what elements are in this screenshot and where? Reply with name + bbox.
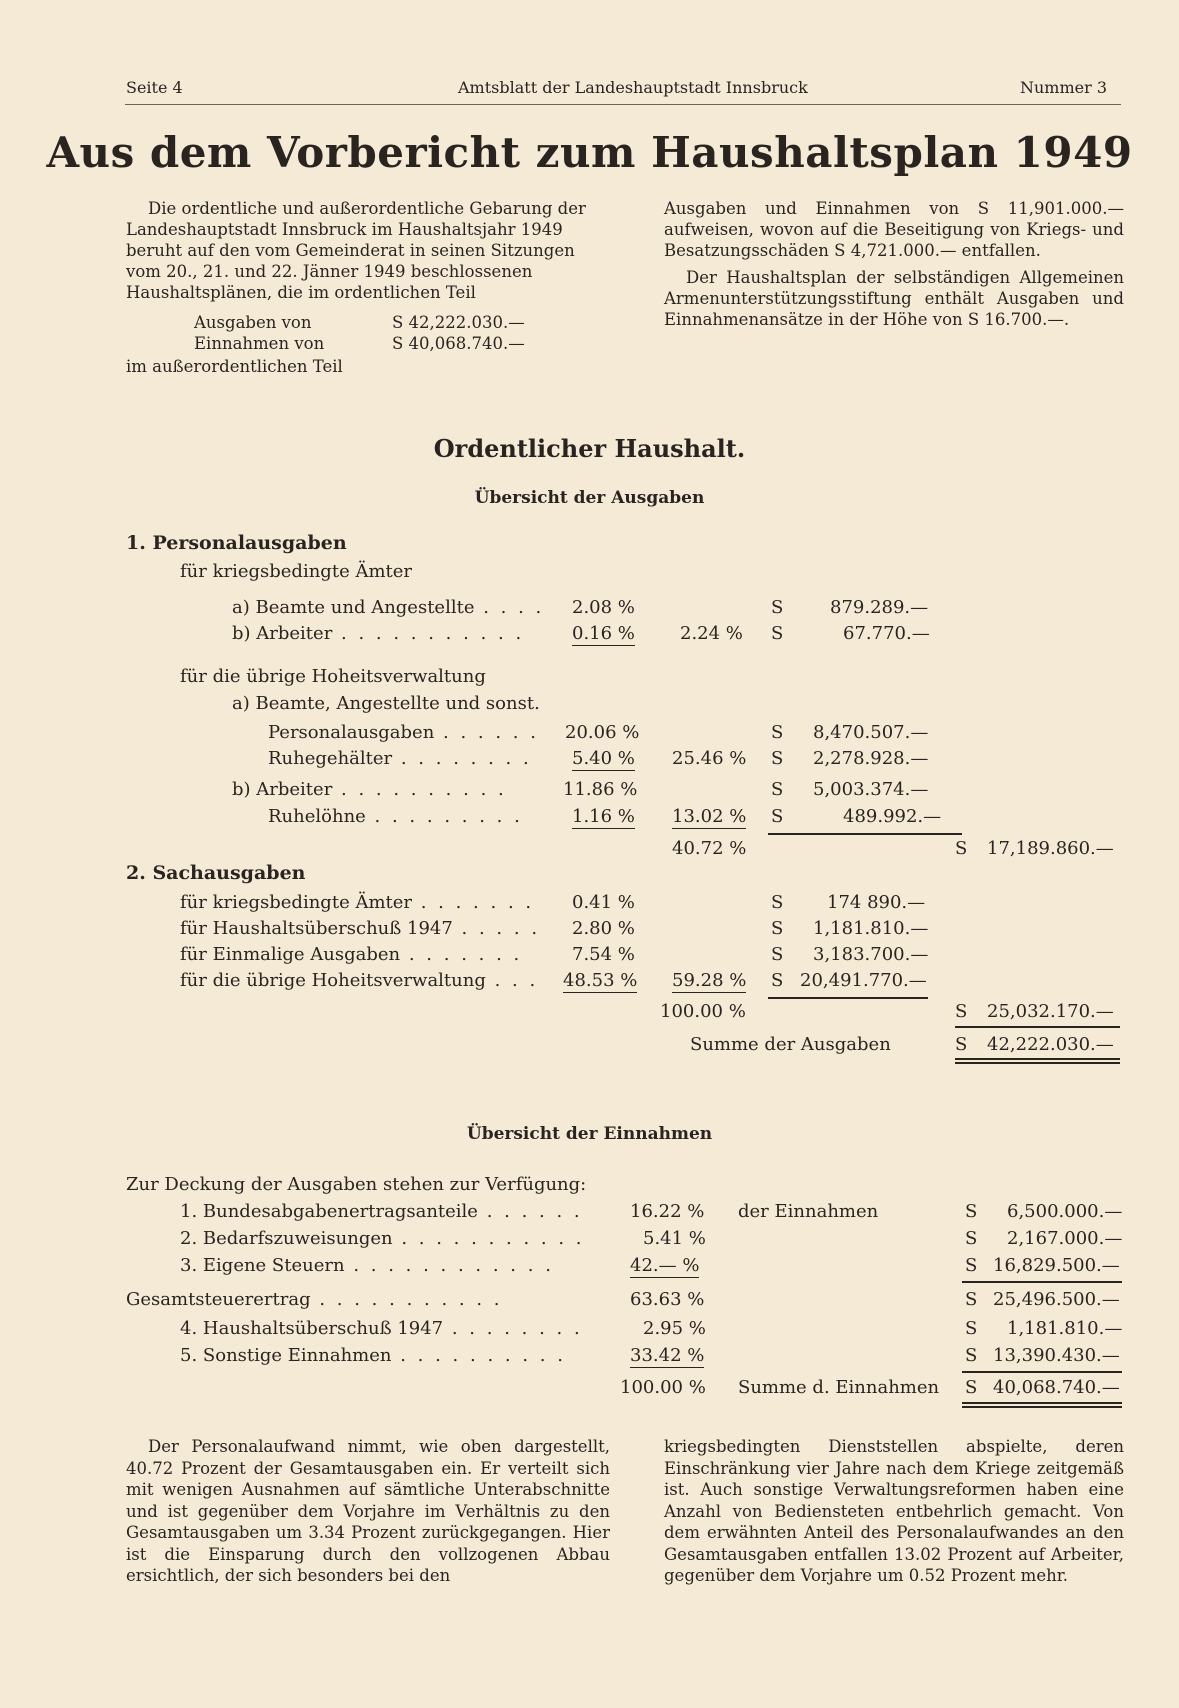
row-amount: 67.770.— bbox=[843, 623, 930, 644]
row-subtotal: 59.28 % bbox=[672, 970, 747, 991]
einnahmen-subtotal-rule bbox=[962, 1281, 1122, 1283]
einnahmen-sum-rule-1 bbox=[962, 1402, 1122, 1404]
einnahmen-total-rule bbox=[962, 1371, 1122, 1373]
row-subtotal: 25.46 % bbox=[672, 748, 747, 769]
row-s: S bbox=[965, 1255, 978, 1276]
sec1-sub2: für die übrige Hoheitsverwaltung bbox=[180, 666, 486, 687]
row-s: S bbox=[771, 748, 784, 769]
row-pct: 5.40 % bbox=[572, 748, 635, 769]
intro-right bbox=[664, 198, 1124, 330]
row-pct: 63.63 % bbox=[630, 1289, 705, 1310]
row-label: Ruhelöhne . . . . . . . . . bbox=[268, 806, 523, 827]
row-pct: 5.41 % bbox=[643, 1228, 706, 1249]
einnahmen-heading: Übersicht der Einnahmen bbox=[466, 1124, 713, 1144]
row-s: S bbox=[771, 944, 784, 965]
row-pct: 0.16 % bbox=[572, 623, 635, 644]
row-label: für kriegsbedingte Ämter . . . . . . . bbox=[180, 892, 535, 913]
intro-line: vom 20., 21. und 22. Jänner 1949 beschlossenen bbox=[126, 262, 533, 281]
row-pct: 16.22 % bbox=[630, 1201, 705, 1222]
row-amount: 25,496.500.— bbox=[993, 1289, 1120, 1310]
sum-rule-1 bbox=[955, 1058, 1120, 1060]
row-s: S bbox=[771, 779, 784, 800]
einnahmen-sum-rule-2 bbox=[962, 1406, 1122, 1408]
row-s: S bbox=[771, 970, 784, 991]
total-rule bbox=[955, 1026, 1120, 1028]
sum-label: Summe der Ausgaben bbox=[690, 1034, 891, 1055]
row-label: für die übrige Hoheitsverwaltung . . . bbox=[180, 970, 539, 991]
einnahmen-total-pct: 100.00 % bbox=[620, 1377, 706, 1398]
ausserordentlich-label: im außerordentlichen Teil bbox=[126, 357, 343, 376]
row-s: S bbox=[965, 1345, 978, 1366]
row-amount: 489.992.— bbox=[843, 806, 942, 827]
row-s: S bbox=[965, 1228, 978, 1249]
row-amount: 174 890.— bbox=[827, 892, 926, 913]
sum-rule-2 bbox=[955, 1062, 1120, 1064]
sec1-sub2a: a) Beamte, Angestellte und sonst. bbox=[232, 693, 540, 714]
row-label: Ruhegehälter . . . . . . . . bbox=[268, 748, 532, 769]
row-s: S bbox=[771, 623, 784, 644]
page-number: Seite 4 bbox=[126, 78, 183, 97]
subtotal-rule bbox=[768, 833, 962, 835]
intro-right-para: Der Haushaltsplan der selbständigen Allgemeinen Armenunterstützungsstiftung enthält Ausgaben und Einnahmenansätze in der Höhe von S 16.700.—. bbox=[664, 268, 1124, 329]
section-heading: Ordentlicher Haushalt. bbox=[433, 434, 746, 463]
row-label: 5. Sonstige Einnahmen . . . . . . . . . . bbox=[180, 1345, 566, 1366]
row-s: S bbox=[771, 918, 784, 939]
sec1-title: 1. Personalausgaben bbox=[126, 532, 347, 554]
page-title: Aus dem Vorbericht zum Haushaltsplan 1949 bbox=[46, 128, 1133, 177]
row-pct: 48.53 % bbox=[563, 970, 638, 991]
row-amount: 6,500.000.— bbox=[1007, 1201, 1123, 1222]
row-s: S bbox=[771, 722, 784, 743]
row-amount: 13,390.430.— bbox=[993, 1345, 1120, 1366]
sum-s: S bbox=[955, 1034, 968, 1055]
row-label: für Haushaltsüberschuß 1947 . . . . . bbox=[180, 918, 541, 939]
row-label: 2. Bedarfszuweisungen . . . . . . . . . . . bbox=[180, 1228, 585, 1249]
row-label: b) Arbeiter . . . . . . . . . . . bbox=[232, 623, 525, 644]
row-label: a) Beamte und Angestellte . . . . bbox=[232, 597, 545, 618]
row-amount: 1,181.810.— bbox=[813, 918, 929, 939]
sec1-sub1: für kriegsbedingte Ämter bbox=[180, 561, 412, 582]
intro-right-para: Ausgaben und Einnahmen von S 11,901.000.— aufweisen, wovon auf die Beseitigung von Kriegs- und Besatzungsschäden S 4,721.000.— entfallen. bbox=[664, 199, 1124, 260]
row-subtotal: 13.02 % bbox=[672, 806, 747, 827]
row-amount: 2,278.928.— bbox=[813, 748, 929, 769]
row-s: S bbox=[965, 1201, 978, 1222]
row-amount: 8,470.507.— bbox=[813, 722, 929, 743]
header-rule bbox=[125, 104, 1121, 105]
einnahmen-total-s: S bbox=[965, 1377, 978, 1398]
row-amount: 3,183.700.— bbox=[813, 944, 929, 965]
row-label: 4. Haushaltsüberschuß 1947 . . . . . . . . bbox=[180, 1318, 583, 1339]
sec2-total: 25,032.170.— bbox=[987, 1001, 1114, 1022]
sec1-total-pct: 40.72 % bbox=[672, 838, 747, 859]
row-label: für Einmalige Ausgaben . . . . . . . bbox=[180, 944, 523, 965]
issue-number: Nummer 3 bbox=[1020, 78, 1108, 97]
row-amount: 1,181.810.— bbox=[1007, 1318, 1123, 1339]
intro-line: Die ordentliche und außerordentliche Gebarung der bbox=[148, 199, 586, 218]
sec1-total-s: S bbox=[955, 838, 968, 859]
einnahmen-total-value: 40,068.740.— bbox=[993, 1377, 1120, 1398]
sec2-total-pct: 100.00 % bbox=[660, 1001, 746, 1022]
intro-line: Landeshauptstadt Innsbruck im Haushaltsjahr 1949 bbox=[126, 220, 563, 239]
closing-right: kriegsbedingten Dienststellen abspielte, deren Einschränkung vier Jahre nach dem Kriege zeitgemäß ist. Auch sonstige Verwaltungsreformen haben eine Anzahl von Bediensteten entbehrlich gemacht. Von dem erwähnten Anteil des Personalaufwandes an den Gesamtausgaben entfallen 13.02 Prozent auf Arbeiter, gegenüber dem Vorjahre um 0.52 Prozent mehr. bbox=[664, 1437, 1124, 1585]
row-s: S bbox=[965, 1318, 978, 1339]
row-pct: 2.80 % bbox=[572, 918, 635, 939]
publication-title: Amtsblatt der Landeshauptstadt Innsbruck bbox=[458, 78, 808, 97]
row-pct: 2.95 % bbox=[643, 1318, 706, 1339]
row-label: Personalausgaben . . . . . . bbox=[268, 722, 539, 743]
row-amount: 16,829.500.— bbox=[993, 1255, 1120, 1276]
row-label: Gesamtsteuerertrag . . . . . . . . . . . bbox=[126, 1289, 503, 1310]
row-pct: 1.16 % bbox=[572, 806, 635, 827]
closing-left: Der Personalaufwand nimmt, wie oben dargestellt, 40.72 Prozent der Gesamtausgaben ein. Er verteilt sich mit wenigen Ausnahmen auf sämtliche Unterabschnitte und ist gegenüber dem Vorjahre im Verhältnis zu den Gesamtausgaben um 3.34 Prozent zurückgegangen. Hier ist die Einsparung durch den vollzogenen Abbau ersichtlich, der sich besonders bei den bbox=[126, 1437, 610, 1585]
row-s: S bbox=[771, 892, 784, 913]
einnahmen-intro: Zur Deckung der Ausgaben stehen zur Verfügung: bbox=[126, 1174, 587, 1195]
sum-value: 42,222.030.— bbox=[987, 1034, 1114, 1055]
einnahmen-label: Einnahmen von bbox=[194, 334, 325, 353]
einnahmen-value: S 40,068.740.— bbox=[392, 334, 525, 353]
row-amount: 879.289.— bbox=[830, 597, 929, 618]
sec2-total-s: S bbox=[955, 1001, 968, 1022]
row-note: der Einnahmen bbox=[738, 1201, 879, 1222]
sec1-total: 17,189.860.— bbox=[987, 838, 1114, 859]
row-label: b) Arbeiter . . . . . . . . . . bbox=[232, 779, 507, 800]
intro-left bbox=[126, 198, 610, 303]
row-subtotal: 2.24 % bbox=[680, 623, 743, 644]
row-label: 3. Eigene Steuern . . . . . . . . . . . . bbox=[180, 1255, 554, 1276]
row-pct: 7.54 % bbox=[572, 944, 635, 965]
ausgaben-label: Ausgaben von bbox=[194, 313, 312, 332]
row-label: 1. Bundesabgabenertragsanteile . . . . . . bbox=[180, 1201, 583, 1222]
row-amount: 2,167.000.— bbox=[1007, 1228, 1123, 1249]
row-pct: 11.86 % bbox=[563, 779, 638, 800]
intro-line: Haushaltsplänen, die im ordentlichen Teil bbox=[126, 283, 476, 302]
row-pct: 2.08 % bbox=[572, 597, 635, 618]
row-pct: 42.— % bbox=[630, 1255, 700, 1276]
row-amount: 20,491.770.— bbox=[800, 970, 927, 991]
row-s: S bbox=[771, 597, 784, 618]
row-pct: 33.42 % bbox=[630, 1345, 705, 1366]
subtotal-rule bbox=[768, 997, 928, 999]
row-s: S bbox=[771, 806, 784, 827]
einnahmen-total-label: Summe d. Einnahmen bbox=[738, 1377, 940, 1398]
ausgaben-value: S 42,222.030.— bbox=[392, 313, 525, 332]
sec2-title: 2. Sachausgaben bbox=[126, 862, 306, 884]
intro-line: beruht auf den vom Gemeinderat in seinen Sitzungen bbox=[126, 241, 575, 260]
row-s: S bbox=[965, 1289, 978, 1310]
row-amount: 5,003.374.— bbox=[813, 779, 929, 800]
row-pct: 20.06 % bbox=[565, 722, 640, 743]
section-subheading: Übersicht der Ausgaben bbox=[474, 488, 705, 508]
row-pct: 0.41 % bbox=[572, 892, 635, 913]
